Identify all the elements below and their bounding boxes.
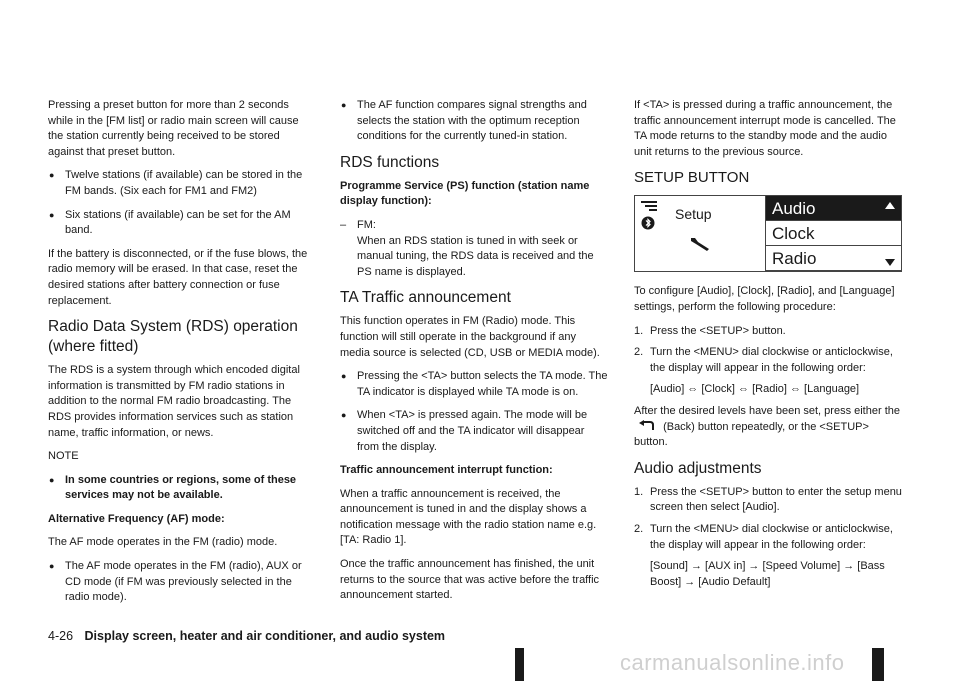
bluetooth-icon — [641, 216, 655, 230]
setup-screen-illustration — [634, 195, 902, 272]
bullet-item: ● The AF mode operates in the FM (radio), AUX or CD mode (if FM was previously selected in the radio mode). — [48, 559, 316, 606]
sequence-audio: [Sound] → [AUX in] → [Speed Volume] → [Bass Boost] → [Audio Default] — [650, 560, 885, 588]
column-right — [634, 98, 902, 596]
watermark: carmanualsonline.info — [620, 650, 845, 675]
preset-bullets — [48, 168, 316, 238]
column-left — [48, 98, 316, 614]
note-bullets — [48, 473, 316, 504]
fm-label: FM: — [357, 218, 376, 231]
bullet-item: ● Pressing the <TA> button selects the TA mode. The TA indicator is displayed while TA mode is on. — [340, 369, 608, 400]
heading-ta: TA Traffic announcement — [340, 289, 511, 307]
heading-audio-adjustments: Audio adjustments — [634, 459, 762, 477]
setup-panel-left — [635, 196, 766, 271]
heading-setup-button: SETUP BUTTON — [634, 169, 750, 187]
sequence-setup: [Audio] ⇔ [Clock] ⇔ [Radio] ⇔ [Language] — [650, 383, 860, 396]
wrench-icon — [689, 236, 711, 252]
heading-rds-functions: RDS functions — [340, 153, 440, 171]
note-label: NOTE — [48, 450, 79, 463]
bullet-item: ● When <TA> is pressed again. The mode will be switched off and the TA indicator will disappear from the display. — [340, 408, 608, 455]
af-paragraph: The AF mode operates in the FM (radio) mode. — [48, 536, 278, 549]
paragraph-ta-cancel: If <TA> is pressed during a traffic announcement, the traffic announcement interrupt mode is cancelled. The TA mode returns to the standby mode and the audio unit returns to the previous source. — [634, 99, 896, 158]
ta-paragraph: This function operates in FM (Radio) mode. This function will still operate in the background if any media source is selected (CD, USB or MEDIA mode). — [340, 315, 600, 359]
step-item: 2. Turn the <MENU> dial clockwise or anticlockwise, the display will appear in the following order: — [634, 346, 893, 374]
section-title: Display screen, heater and air conditioner, and audio system — [84, 629, 446, 643]
dash-marker: – — [340, 218, 347, 231]
signal-icon — [641, 201, 659, 213]
interrupt-title: Traffic announcement interrupt function: — [340, 464, 553, 477]
setup-steps — [634, 324, 902, 377]
crop-mark-left — [515, 648, 524, 681]
step-item: 1. Press the <SETUP> button to enter the setup menu screen then select [Audio]. — [634, 485, 902, 514]
back-icon — [638, 420, 656, 432]
page-footer — [48, 629, 445, 643]
menu-item-clock: Clock — [766, 221, 901, 246]
menu-item-radio: Radio — [766, 246, 901, 271]
arrow-up-icon — [885, 202, 895, 209]
paragraph-preset: Pressing a preset button for more than 2 seconds while in the [FM list] or radio main screen will cause the station currently being received to be stored against that preset button. — [48, 99, 299, 158]
paragraph-rds: The RDS is a system through which encoded digital information is transmitted by FM radio stations in addition to the normal FM radio broadcasting. The RDS provides information services such as station name, traffic information, or news. — [48, 364, 300, 439]
ta-bullets — [340, 369, 608, 455]
fm-item — [340, 218, 608, 280]
paragraph-back: After the desired levels have been set, press either the (Back) button repeatedly, or the <SETUP> button. — [634, 404, 900, 449]
step-item: 1. Press the <SETUP> button. — [634, 324, 786, 337]
interrupt-paragraph-2: Once the traffic announcement has finished, the unit returns to the source that was active before the traffic announcement started. — [340, 558, 600, 602]
ps-title: Programme Service (PS) function (station name display function): — [340, 179, 590, 208]
setup-panel-menu — [766, 196, 901, 271]
note-item: ● In some countries or regions, some of these services may not be available. — [48, 473, 316, 504]
step-item: 2. Turn the <MENU> dial clockwise or anticlockwise, the display will appear in the following order: — [634, 522, 893, 551]
column-middle — [340, 98, 608, 612]
setup-panel-title: Setup — [675, 206, 712, 223]
interrupt-paragraph-1: When a traffic announcement is received, the announcement is tuned in and the display shows a notification message with the radio station name e.g. [TA: Radio 1]. — [340, 487, 597, 547]
paragraph-configure: To configure [Audio], [Clock], [Radio], and [Language] settings, perform the following procedure: — [634, 285, 895, 313]
fm-text: When an RDS station is tuned in with seek or manual tuning, the RDS data is received and the PS name is displayed. — [357, 234, 594, 278]
af-bullets-cont — [340, 98, 608, 145]
bullet-item: ● Twelve stations (if available) can be stored in the FM bands. (Six each for FM1 and FM2) — [48, 168, 316, 199]
paragraph-battery: If the battery is disconnected, or if the fuse blows, the radio memory will be erased. In that case, reset the desired stations after battery connection or fuse replacement. — [48, 247, 308, 307]
audio-steps — [634, 485, 902, 553]
page-number: 4-26 — [48, 629, 74, 643]
bullet-item: ● The AF function compares signal strengths and selects the station with the optimum reception conditions for the currently tuned-in station. — [340, 98, 608, 145]
crop-mark-right — [872, 648, 884, 681]
bullet-item: ● Six stations (if available) can be set for the AM band. — [48, 208, 316, 239]
af-bullets — [48, 559, 316, 606]
arrow-down-icon — [885, 259, 895, 266]
af-title: Alternative Frequency (AF) mode: — [48, 512, 225, 525]
menu-item-audio: Audio — [766, 196, 901, 221]
heading-rds-operation: Radio Data System (RDS) operation (where fitted) — [48, 318, 298, 356]
